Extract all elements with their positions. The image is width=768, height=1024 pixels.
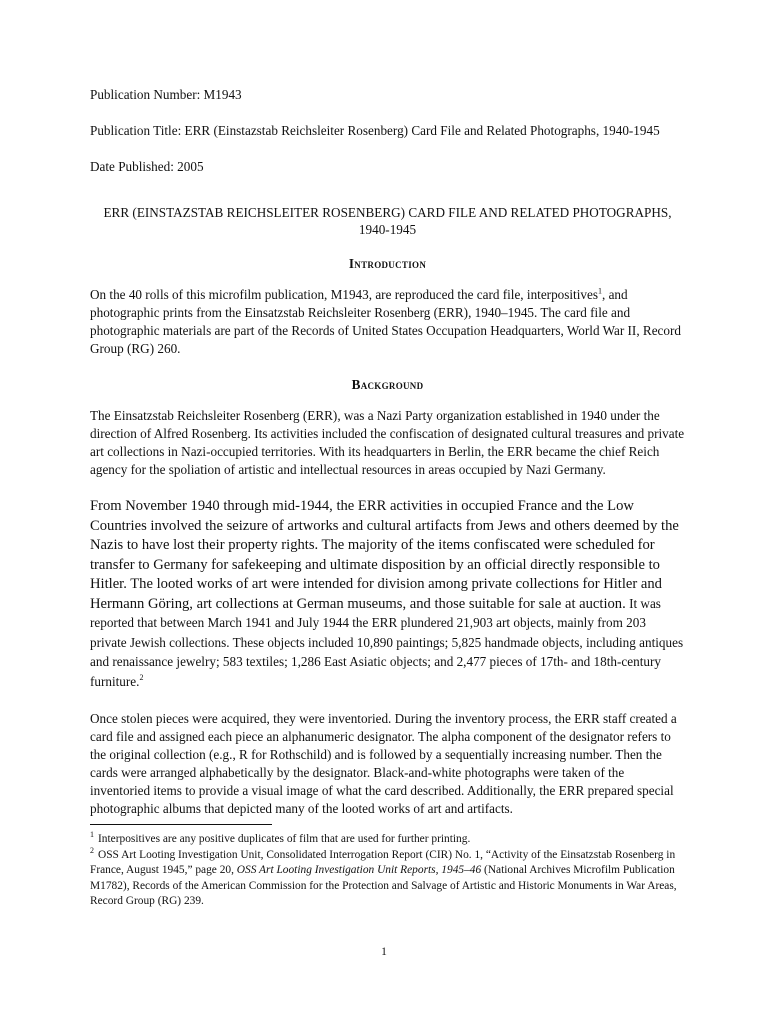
footnote-ref-2: 2 [139, 672, 144, 682]
publication-title: Publication Title: ERR (Einstazstab Reichsleiter Rosenberg) Card File and Related Photographs, 1940-1945 [90, 123, 660, 138]
footnote-ref-1: 1 [597, 286, 602, 296]
intro-text-end: , and photographic prints from the Einsatzstab Reichsleiter Rosenberg (ERR), 1940–1945. The card file and photographic materials are part of the Records of United States Occupation Headquarters, World War II, Record Group (RG) 260. [90, 287, 681, 356]
footnote-divider [90, 824, 272, 825]
footnote-2 [90, 845, 685, 910]
footnote-2-text-start: OSS Art Looting Investigation Unit, Consolidated Interrogation Report (CIR) No. 1, “Activity of the Einsatzstab Rosenberg in France, August 1945,” page 20, [90, 848, 676, 877]
background-p2-large-text: From November 1940 through mid-1944, the ERR activities in occupied France and the Low Countries involved the seizure of artworks and cultural artifacts from Jews and others deemed by the Nazis to have lost their property rights. The majority of the items confiscated were scheduled for transfer to Germany for safekeeping and ultimate disposition by an official directly responsible to Hitler. The looted works of art were intended for division among private collections for Hitler and Hermann Göring, art collections at German museums, and those suitable for sale at auction. [90, 498, 679, 612]
background-paragraph-3: Once stolen pieces were acquired, they were inventoried. During the inventory process, the ERR staff created a card file and assigned each piece an alphanumeric designator. The alpha component of the designator refers to the original collection (e.g., R for Rothschild) and is followed by a sequentially increasing number. Then the cards were arranged alphabetically by the designator. Black-and-white photographs were taken of the inventoried items to provide a visual image of what the card described. Additionally, the ERR prepared special photographic albums that depicted many of the looted works of art and artifacts. [90, 711, 677, 816]
footnote-1-mark: 1 [90, 830, 94, 840]
page-number: 1 [381, 946, 387, 958]
background-heading: Background [351, 377, 424, 392]
date-published: Date Published: 2005 [90, 159, 204, 174]
footnote-2-italic-title: OSS Art Looting Investigation Unit Reports, 1945–46 [236, 864, 482, 877]
introduction-paragraph [90, 286, 685, 358]
intro-text-start: On the 40 rolls of this microfilm publication, M1943, are reproduced the card file, interpositives [90, 287, 598, 302]
document-title: ERR (EINSTAZSTAB REICHSLEITER ROSENBERG) CARD FILE AND RELATED PHOTOGRAPHS, 1940-1945 [103, 205, 672, 237]
footnote-1 [90, 832, 685, 848]
introduction-heading: Introduction [348, 256, 427, 271]
footnote-2-text-end: (National Archives Microfilm Publication M1782), Records of the American Commission for the Protection and Salvage of Artistic and Historic Monuments in War Areas, Record Group (RG) 239. [90, 864, 677, 908]
background-paragraph-2 [90, 497, 685, 692]
background-p2-small-text: It was reported that between March 1941 and July 1944 the ERR plundered 21,903 art objects, mainly from 203 private Jewish collections. These objects included 10,890 paintings; 5,825 handmade objects, including antiques and renaissance jewelry; 583 textiles; 1,286 East Asiatic objects; and 2,477 pieces of 17th- and 18th-century furniture. [90, 595, 684, 689]
footnote-1-text: Interpositives are any positive duplicates of film that are used for further printing. [98, 833, 471, 845]
document-page [90, 86, 685, 910]
publication-number: Publication Number: M1943 [90, 87, 242, 102]
background-paragraph-1: The Einsatzstab Reichsleiter Rosenberg (ERR), was a Nazi Party organization established in 1940 under the direction of Alfred Rosenberg. Its activities included the confiscation of designated cultural treasures and private art collections in Nazi-occupied territories. With its headquarters in Berlin, the ERR became the chief Reich agency for the spoliation of artistic and intellectual resources in areas occupied by Nazi Germany. [90, 408, 685, 477]
footnote-2-mark: 2 [90, 845, 94, 855]
